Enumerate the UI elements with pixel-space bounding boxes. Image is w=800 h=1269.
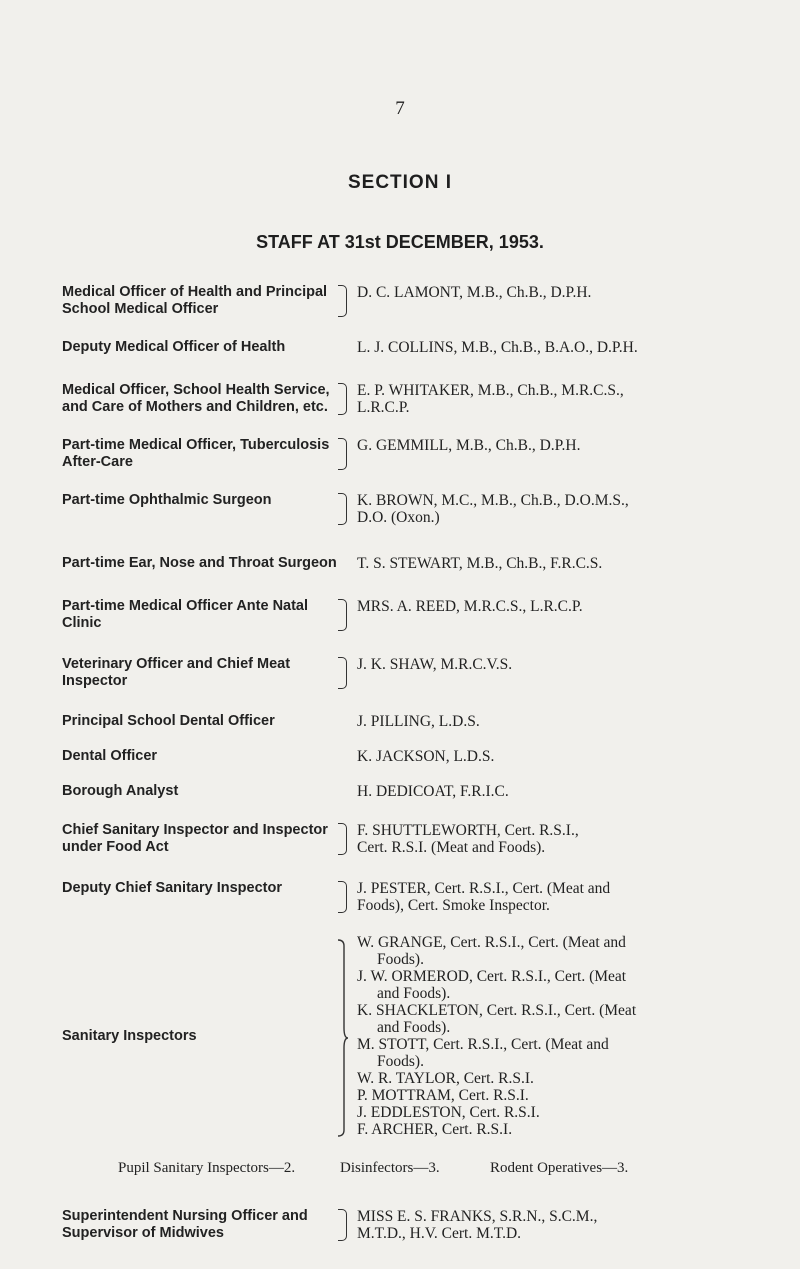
staff-role [62, 1208, 340, 1242]
section-title: SECTION I [347, 172, 452, 193]
role-line: Deputy Medical Officer of Health [62, 339, 286, 355]
brace [338, 493, 347, 525]
brace [338, 1209, 347, 1241]
staff-holder [357, 713, 757, 730]
sanitary-holders [357, 934, 757, 1138]
sanitary-brace [336, 938, 348, 1138]
staff-holder [357, 656, 757, 673]
role-line: Borough Analyst [62, 783, 179, 799]
role-line: Clinic [62, 615, 102, 631]
holder-line: M.T.D., H.V. Cert. M.T.D. [357, 1225, 522, 1242]
page-number: 7 [395, 98, 405, 119]
holder-line: Foods), Cert. Smoke Inspector. [357, 897, 550, 914]
staff-holder [357, 492, 757, 526]
role-line: Chief Sanitary Inspector and Inspector [62, 822, 328, 838]
staff-holder [357, 783, 757, 800]
staff-holder [357, 748, 757, 765]
role-line: School Medical Officer [62, 301, 219, 317]
staff-role [62, 656, 340, 690]
holder-line: Foods). [377, 951, 424, 968]
staff-holder [357, 382, 757, 416]
brace [338, 599, 347, 631]
staff-holder [357, 284, 757, 301]
staff-holder [357, 1208, 757, 1242]
holder-line: T. S. STEWART, M.B., Ch.B., F.R.C.S. [357, 555, 603, 572]
role-line: and Care of Mothers and Children, etc. [62, 399, 328, 415]
holder-line: Foods). [377, 1053, 424, 1070]
holder-line: W. R. TAYLOR, Cert. R.S.I. [357, 1070, 534, 1087]
brace [338, 285, 347, 317]
holder-line: H. DEDICOAT, F.R.I.C. [357, 783, 509, 800]
staff-holder [357, 598, 757, 615]
holder-line: F. SHUTTLEWORTH, Cert. R.S.I., [357, 822, 579, 839]
holder-line: J. K. SHAW, M.R.C.V.S. [357, 656, 513, 673]
role-line: Part-time Ear, Nose and Throat Surgeon [62, 555, 337, 571]
holder-line: D.O. (Oxon.) [357, 509, 440, 526]
staff-role [62, 555, 340, 572]
role-line: Inspector [62, 673, 128, 689]
holder-line: G. GEMMILL, M.B., Ch.B., D.P.H. [357, 437, 581, 454]
holder-line: E. P. WHITAKER, M.B., Ch.B., M.R.C.S., [357, 382, 624, 399]
brace [338, 881, 347, 913]
staff-holder [357, 555, 757, 572]
staff-holder [357, 339, 757, 356]
staff-role [62, 382, 340, 416]
holder-line: M. STOTT, Cert. R.S.I., Cert. (Meat and [357, 1036, 609, 1053]
staff-role [62, 748, 340, 765]
disinfectors-count: Disinfectors—3. [340, 1160, 440, 1176]
rodent-operatives-count: Rodent Operatives—3. [490, 1160, 629, 1176]
role-line: Superintendent Nursing Officer and [62, 1208, 308, 1224]
staff-holder [357, 822, 757, 856]
staff-role: Sanitary Inspectors [62, 1028, 197, 1044]
brace [338, 657, 347, 689]
role-line: Deputy Chief Sanitary Inspector [62, 880, 282, 896]
staff-title: STAFF AT 31st DECEMBER, 1953. [256, 232, 544, 252]
role-line: After-Care [62, 454, 133, 470]
staff-role [62, 783, 340, 800]
holder-line: D. C. LAMONT, M.B., Ch.B., D.P.H. [357, 284, 592, 301]
brace [338, 438, 347, 470]
holder-line: and Foods). [377, 1019, 451, 1036]
brace [338, 823, 347, 855]
holder-line: J. EDDLESTON, Cert. R.S.I. [357, 1104, 540, 1121]
holder-line: J. W. ORMEROD, Cert. R.S.I., Cert. (Meat [357, 968, 627, 985]
staff-holder [357, 437, 757, 454]
brace [338, 383, 347, 415]
holder-line: Cert. R.S.I. (Meat and Foods). [357, 839, 546, 856]
pupil-sanitary-count: Pupil Sanitary Inspectors—2. [118, 1160, 296, 1176]
role-line: Veterinary Officer and Chief Meat [62, 656, 291, 672]
role-line: Medical Officer, School Health Service, [62, 382, 330, 398]
staff-holder [357, 880, 757, 914]
role-line: Dental Officer [62, 748, 158, 764]
staff-role [62, 492, 340, 509]
holder-line: J. PESTER, Cert. R.S.I., Cert. (Meat and [357, 880, 611, 897]
staff-role [62, 713, 340, 730]
role-line: Part-time Medical Officer Ante Natal [62, 598, 309, 614]
staff-role [62, 284, 340, 318]
holder-line: K. SHACKLETON, Cert. R.S.I., Cert. (Meat [357, 1002, 637, 1019]
role-line: Medical Officer of Health and Principal [62, 284, 328, 300]
holder-line: J. PILLING, L.D.S. [357, 713, 480, 730]
holder-line: MRS. A. REED, M.R.C.S., L.R.C.P. [357, 598, 583, 615]
holder-line: P. MOTTRAM, Cert. R.S.I. [357, 1087, 529, 1104]
staff-role [62, 339, 340, 356]
staff-role [62, 437, 340, 471]
holder-line: W. GRANGE, Cert. R.S.I., Cert. (Meat and [357, 934, 626, 951]
role-line: Part-time Medical Officer, Tuberculosis [62, 437, 330, 453]
holder-line: F. ARCHER, Cert. R.S.I. [357, 1121, 513, 1138]
staff-role [62, 598, 340, 632]
staff-role [62, 822, 340, 856]
role-line: Part-time Ophthalmic Surgeon [62, 492, 272, 508]
holder-line: K. BROWN, M.C., M.B., Ch.B., D.O.M.S., [357, 492, 629, 509]
holder-line: and Foods). [377, 985, 451, 1002]
staff-role [62, 880, 340, 897]
role-line: Supervisor of Midwives [62, 1225, 224, 1241]
holder-line: L.R.C.P. [357, 399, 410, 416]
role-line: Principal School Dental Officer [62, 713, 275, 729]
holder-line: MISS E. S. FRANKS, S.R.N., S.C.M., [357, 1208, 598, 1225]
holder-line: L. J. COLLINS, M.B., Ch.B., B.A.O., D.P.H. [357, 339, 638, 356]
holder-line: K. JACKSON, L.D.S. [357, 748, 495, 765]
role-line: under Food Act [62, 839, 169, 855]
